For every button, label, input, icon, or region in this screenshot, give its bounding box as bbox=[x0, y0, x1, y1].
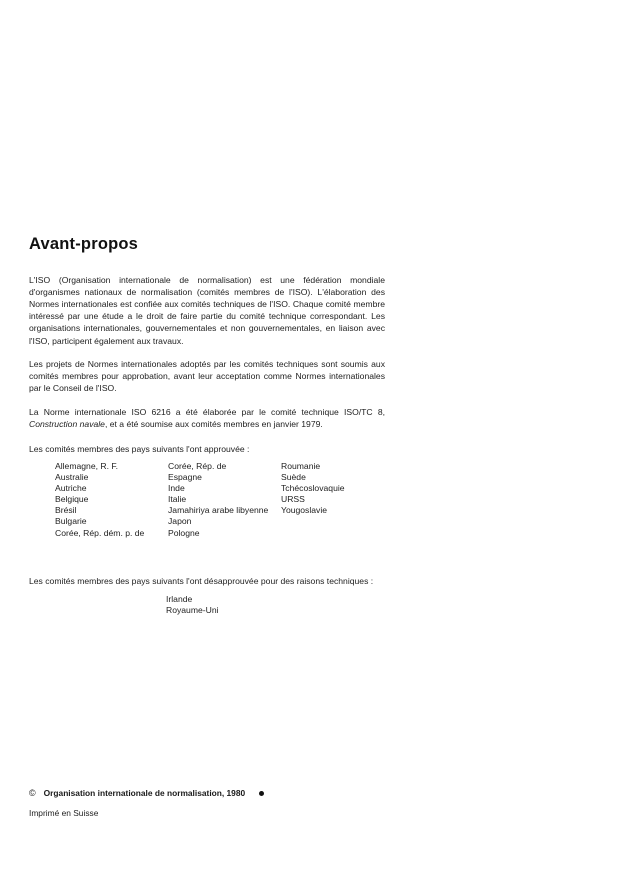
approved-column-3 bbox=[281, 461, 401, 539]
country: Espagne bbox=[168, 472, 202, 483]
approved-column-2 bbox=[168, 461, 281, 539]
country: Brésil bbox=[55, 505, 77, 516]
country: Allemagne, R. F. bbox=[55, 461, 119, 471]
printed-in: Imprimé en Suisse bbox=[29, 808, 99, 818]
country: Italie bbox=[168, 494, 187, 505]
country: Corée, Rép. de bbox=[168, 461, 227, 471]
country: Suède bbox=[281, 472, 306, 483]
country: Irlande bbox=[166, 594, 193, 604]
standard-paragraph bbox=[29, 406, 385, 430]
country: Pologne bbox=[168, 527, 200, 538]
copyright-line bbox=[29, 788, 264, 798]
committee-name: Construction navale bbox=[29, 418, 105, 429]
country: Royaume-Uni bbox=[166, 605, 219, 616]
disapproved-countries-list bbox=[166, 594, 219, 617]
approved-countries-list bbox=[55, 461, 401, 539]
country: Japon bbox=[168, 516, 192, 527]
approved-column-1 bbox=[55, 461, 168, 539]
intro-paragraph: L'ISO (Organisation internationale de normalisation) est une fédération mondiale d'organismes nationaux de normalisation (comités membres de l'ISO). L'élaboration des Normes internationales est confiée aux comités techniques de l'ISO. Chaque comité membre intéressé par une étude a le droit de faire partie du comité technique correspondant. Les organisations internationales, gouvernementales et non gouvernementales, en liaison avec l'ISO, participent également aux travaux. bbox=[29, 274, 385, 346]
country: Yougoslavie bbox=[281, 505, 328, 516]
country: Australie bbox=[55, 472, 89, 483]
country: Jamahiriya arabe libyenne bbox=[168, 505, 269, 516]
country: Tchécoslovaquie bbox=[281, 483, 345, 494]
country: Corée, Rép. dém. p. de bbox=[55, 527, 145, 538]
country: Roumanie bbox=[281, 461, 321, 471]
standard-text-1: La Norme internationale ISO 6216 a été élaborée par le comité technique ISO/TC 8, bbox=[29, 406, 385, 417]
bullet-dot-icon bbox=[259, 791, 264, 796]
approval-process-paragraph: Les projets de Normes internationales adoptés par les comités techniques sont soumis aux comités membres pour approbation, avant leur acceptation comme Normes internationales par le Conseil de l'ISO. bbox=[29, 358, 385, 393]
copyright-icon: © bbox=[29, 788, 36, 798]
country: Inde bbox=[168, 483, 185, 494]
page-title: Avant-propos bbox=[29, 235, 139, 253]
standard-text-2: , et a été soumise aux comités membres en janvier 1979. bbox=[104, 418, 323, 429]
disapproved-intro: Les comités membres des pays suivants l'ont désapprouvée pour des raisons techniques : bbox=[29, 575, 374, 586]
approved-intro: Les comités membres des pays suivants l'ont approuvée : bbox=[29, 443, 250, 454]
country: Belgique bbox=[55, 494, 89, 505]
copyright-text: Organisation internationale de normalisation, 1980 bbox=[43, 788, 246, 798]
country: Bulgarie bbox=[55, 516, 87, 527]
country: URSS bbox=[281, 494, 305, 505]
country: Autriche bbox=[55, 483, 87, 494]
